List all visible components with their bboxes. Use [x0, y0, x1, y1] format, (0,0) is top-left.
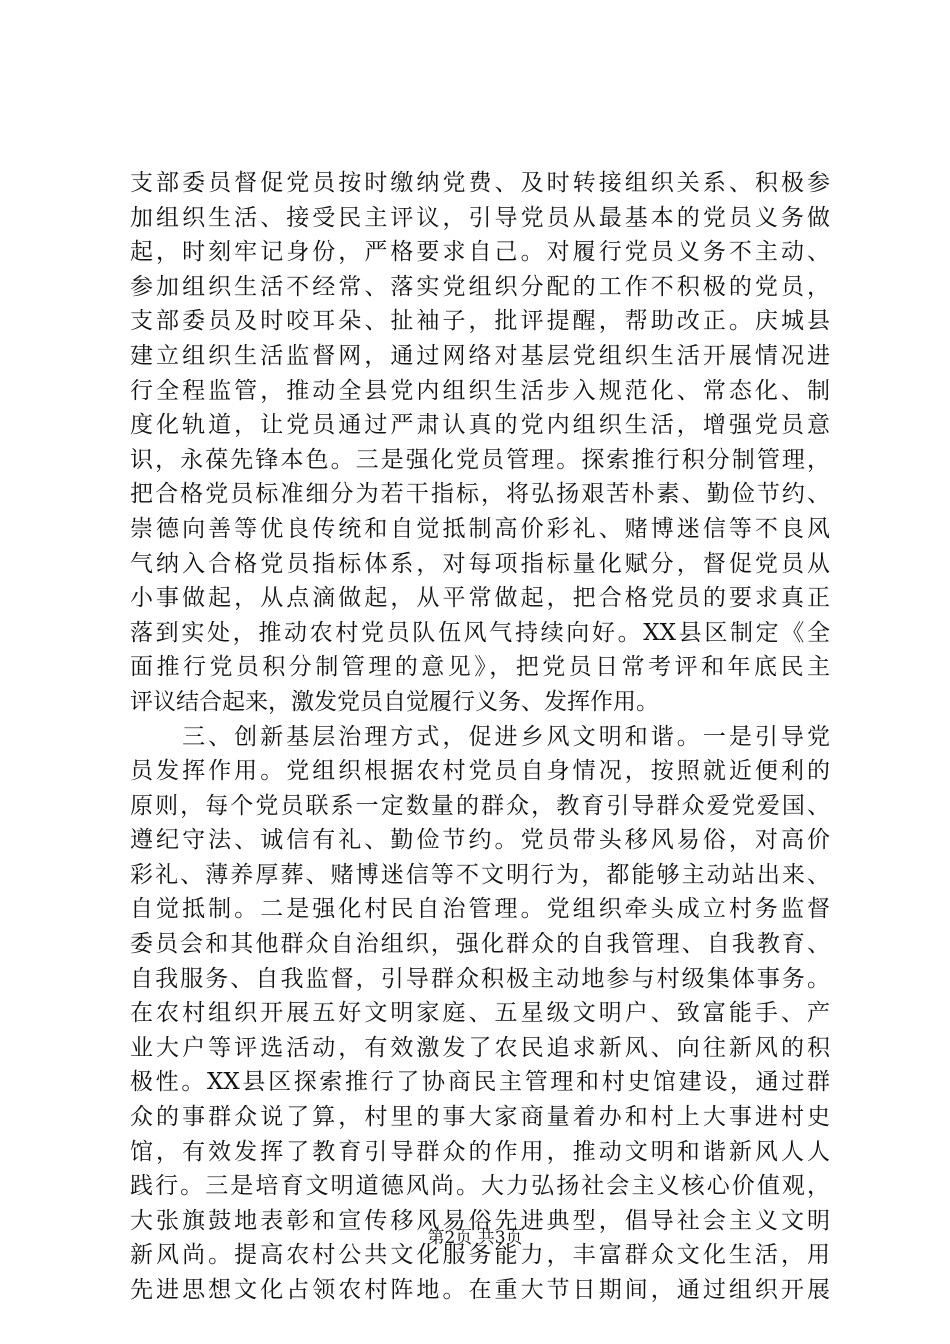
text-line: 大张旗鼓地表彰和宣传移风易俗先进典型，倡导社会主义文明 — [130, 1207, 830, 1234]
text-line: 馆，有效发挥了教育引导群众的作用，推动文明和谐新风人人 — [130, 1138, 830, 1165]
text-line: 支部委员及时咬耳朵、扯袖子，批评提醒，帮助改正。庆城县 — [130, 308, 830, 335]
page-number-footer: 第2页 共3页 — [427, 1228, 523, 1248]
body-text — [130, 166, 830, 1308]
text-line: 度化轨道，让党员通过严肃认真的党内组织生活，增强党员意 — [130, 412, 830, 439]
text-line: 建立组织生活监督网，通过网络对基层党组织生活开展情况进 — [130, 342, 830, 369]
text-line: 众的事群众说了算，村里的事大家商量着办和村上大事进村史 — [130, 1104, 830, 1131]
text-line: 自我服务、自我监督，引导群众积极主动地参与村级集体事务。 — [130, 965, 830, 992]
text-line: 评议结合起来，激发党员自觉履行义务、发挥作用。 — [130, 688, 659, 715]
text-line: 业大户等评选活动，有效激发了农民追求新风、向往新风的积 — [130, 1034, 830, 1061]
text-line: 崇德向善等优良传统和自觉抵制高价彩礼、赌博迷信等不良风 — [130, 515, 830, 542]
text-line: 员发挥作用。党组织根据农村党员自身情况，按照就近便利的 — [130, 758, 830, 785]
text-line: 自觉抵制。二是强化村民自治管理。党组织牵头成立村务监督 — [130, 896, 830, 923]
text-line: 识，永葆先锋本色。三是强化党员管理。探索推行积分制管理， — [130, 446, 830, 473]
text-line: 遵纪守法、诚信有礼、勤俭节约。党员带头移风易俗，对高价 — [130, 827, 830, 854]
text-line: 新风尚。提高农村公共文化服务能力，丰富群众文化生活，用 — [130, 1242, 830, 1269]
text-line: 落到实处，推动农村党员队伍风气持续向好。XX县区制定《全 — [130, 619, 830, 646]
text-line: 支部委员督促党员按时缴纳党费、及时转接组织关系、积极参 — [130, 170, 830, 196]
text-line: 在农村组织开展五好文明家庭、五星级文明户、致富能手、产 — [130, 1000, 830, 1027]
text-line: 彩礼、薄养厚葬、赌博迷信等不文明行为，都能够主动站出来、 — [130, 861, 830, 888]
text-line: 极性。XX县区探索推行了协商民主管理和村史馆建设，通过群 — [130, 1069, 830, 1096]
text-line: 起，时刻牢记身份，严格要求自己。对履行党员义务不主动、 — [130, 239, 830, 266]
text-line: 加组织生活、接受民主评议，引导党员从最基本的党员义务做 — [130, 204, 830, 231]
text-line: 践行。三是培育文明道德风尚。大力弘扬社会主义核心价值观， — [130, 1173, 830, 1200]
text-line: 气纳入合格党员指标体系，对每项指标量化赋分，督促党员从 — [130, 550, 830, 577]
text-line: 原则，每个党员联系一定数量的群众，教育引导群众爱党爱国、 — [130, 792, 830, 819]
text-line: 把合格党员标准细分为若干指标，将弘扬艰苦朴素、勤俭节约、 — [130, 481, 830, 508]
text-line: 委员会和其他群众自治组织，强化群众的自我管理、自我教育、 — [130, 931, 830, 958]
text-line: 行全程监管，推动全县党内组织生活步入规范化、常态化、制 — [130, 377, 830, 404]
text-line: 三、创新基层治理方式，促进乡风文明和谐。一是引导党 — [130, 723, 830, 750]
text-line: 面推行党员积分制管理的意见》，把党员日常考评和年底民主 — [130, 654, 830, 681]
text-line: 先进思想文化占领农村阵地。在重大节日期间，通过组织开展 — [130, 1277, 830, 1303]
text-line: 参加组织生活不经常、落实党组织分配的工作不积极的党员， — [130, 273, 830, 300]
text-line: 小事做起，从点滴做起，从平常做起，把合格党员的要求真正 — [130, 585, 830, 612]
